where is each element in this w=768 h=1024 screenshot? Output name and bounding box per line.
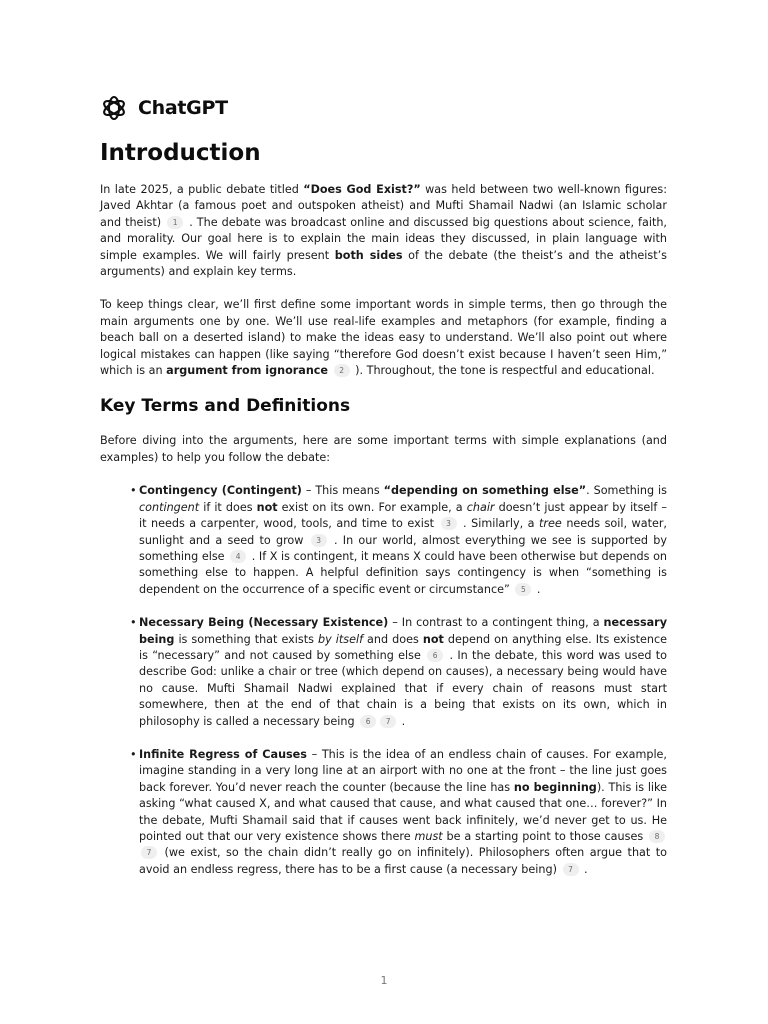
list-item-necessary-being — [130, 615, 667, 730]
terms-list — [100, 483, 667, 878]
text-run: depend on anything else. Its existence is “necessary” and not caused by something else — [139, 632, 667, 662]
italic-text: contingent — [139, 500, 200, 514]
text-run: . — [398, 714, 406, 728]
text-run: . In the debate, this word was used to describe God: unlike a chair or tree (which depend on causes), a necessary being would have no cause. Mufti Shamail Nadwi explained that if every chain of reasons must start somewhere, then at the end of that chain is a being that exists on its own, which in philosophy is called a necessary being — [139, 648, 667, 728]
text-run: . — [533, 582, 541, 596]
citation-badge[interactable]: 3 — [311, 534, 327, 547]
text-run: needs soil, water, sunlight and a seed to grow — [139, 517, 667, 547]
citation-badge[interactable]: 8 — [649, 830, 665, 843]
citation-badge[interactable]: 6 — [360, 715, 376, 728]
citation-badge[interactable]: 5 — [515, 583, 531, 596]
citation-badge[interactable]: 7 — [563, 863, 579, 876]
terms-heading: Key Terms and Definitions — [100, 396, 351, 417]
list-item-infinite-regress — [130, 747, 667, 878]
bullet: • — [130, 484, 137, 498]
text-run: – In contrast to a contingent thing, a — [388, 616, 604, 630]
terms-lead: Before diving into the arguments, here are some important terms with simple explanations (and examples) to help you follow the debate: — [100, 434, 667, 464]
text-run: exist on its own. For example, a — [277, 500, 467, 514]
text-run: In late 2025, a public debate titled — [100, 183, 304, 196]
bullet: • — [130, 616, 137, 630]
text-run: . Something is — [586, 484, 667, 498]
text-run: . Similarly, a — [458, 517, 540, 531]
debate-title: “Does God Exist?” — [303, 183, 421, 196]
document-body — [100, 140, 667, 895]
brand-name: ChatGPT — [138, 97, 228, 119]
text-run: . — [580, 862, 588, 876]
bullet: • — [130, 747, 137, 761]
intro-paragraph-1 — [100, 182, 667, 280]
text-run: (we exist, so the chain didn’t really go on infinitely). Philosophers often argue that to avoid an endless regress, there has to be a first cause (a necessary being) — [139, 846, 667, 876]
text-run: doesn’t just appear by itself – it needs a carpenter, wood, tools, and time to exist — [139, 500, 667, 531]
bold-text: argument from ignorance — [166, 364, 329, 378]
bold-text: no beginning — [513, 780, 597, 794]
text-run: and does — [363, 632, 423, 646]
text-run: was held between two well-known figures: Javed Akhtar (a famous poet and outspoken atheist) and Mufti Shamail Nadwi (an Islamic scholar and theist) — [100, 183, 667, 229]
text-run: – This means — [301, 484, 384, 498]
text-run: – This is the idea of an endless chain of causes. For example, imagine standing in a very long line at an airport with no one at the front – the line just goes back forever. You’d never reach the counter (because the line has — [139, 747, 667, 794]
bold-text: “depending on something else” — [383, 484, 587, 498]
openai-logo-icon — [100, 94, 128, 122]
text-run: ). This is like asking “what caused X, and what caused that cause, and what caused that one… forever?” In the debate, Mufti Shamail said that if causes went back infinitely, we’d never get to us. He pointed out that our very existence shows there — [139, 780, 667, 843]
citation-badge[interactable]: 3 — [441, 517, 457, 530]
text-run: be a starting point to those causes — [442, 830, 647, 843]
text-run: is something that exists — [174, 632, 318, 646]
bold-text: both sides — [334, 248, 403, 262]
citation-badge[interactable]: 7 — [380, 715, 396, 728]
citation-badge[interactable]: 2 — [334, 364, 350, 377]
page-number: 1 — [380, 974, 388, 987]
term-title: Contingency (Contingent) — [139, 484, 302, 498]
italic-text: by itself — [317, 632, 364, 646]
italic-text: chair — [466, 500, 495, 514]
bold-text: necessary being — [139, 616, 667, 646]
text-run: . In our world, almost everything we see is supported by something else — [139, 533, 667, 563]
brand-header — [100, 94, 228, 122]
italic-text: must — [414, 830, 443, 843]
term-title: Infinite Regress of Causes — [139, 747, 307, 761]
term-title: Necessary Being (Necessary Existence) — [139, 616, 389, 630]
text-run: of the debate (the theist’s and the atheist’s arguments) and explain key terms. — [100, 248, 668, 279]
text-run: ). Throughout, the tone is respectful and educational. — [351, 364, 655, 378]
italic-text: tree — [539, 517, 562, 531]
citation-badge[interactable]: 7 — [141, 846, 157, 859]
text-run: if it does — [199, 500, 257, 514]
citation-badge[interactable]: 6 — [427, 649, 443, 662]
citation-badge[interactable]: 4 — [230, 550, 246, 563]
intro-heading: Introduction — [100, 140, 261, 166]
bold-text: not — [422, 632, 444, 646]
text-run: To keep things clear, we’ll first define some important words in simple terms, then go through the main arguments one by one. We’ll use real-life examples and metaphors (for example, finding a beach ball on a deserted island) to make the ideas easy to understand. We’ll also point out where logical mistakes can happen (like saying “therefore God doesn’t exist because I haven’t seen Him,” which is an — [100, 298, 667, 378]
bold-text: not — [256, 500, 278, 514]
intro-paragraph-2 — [100, 297, 667, 379]
citation-badge[interactable]: 1 — [167, 216, 183, 229]
text-run: . The debate was broadcast online and discussed big questions about science, faith, and morality. Our goal here is to explain the main ideas they discussed, in plain language with simple examples. We will fairly present — [100, 215, 667, 262]
list-item-contingency — [130, 483, 668, 598]
text-run: . If X is contingent, it means X could have been otherwise but depends on something else to happen. A helpful definition says contingency is when “something is dependent on the occurrence of a specific event or circumstance” — [139, 549, 668, 596]
